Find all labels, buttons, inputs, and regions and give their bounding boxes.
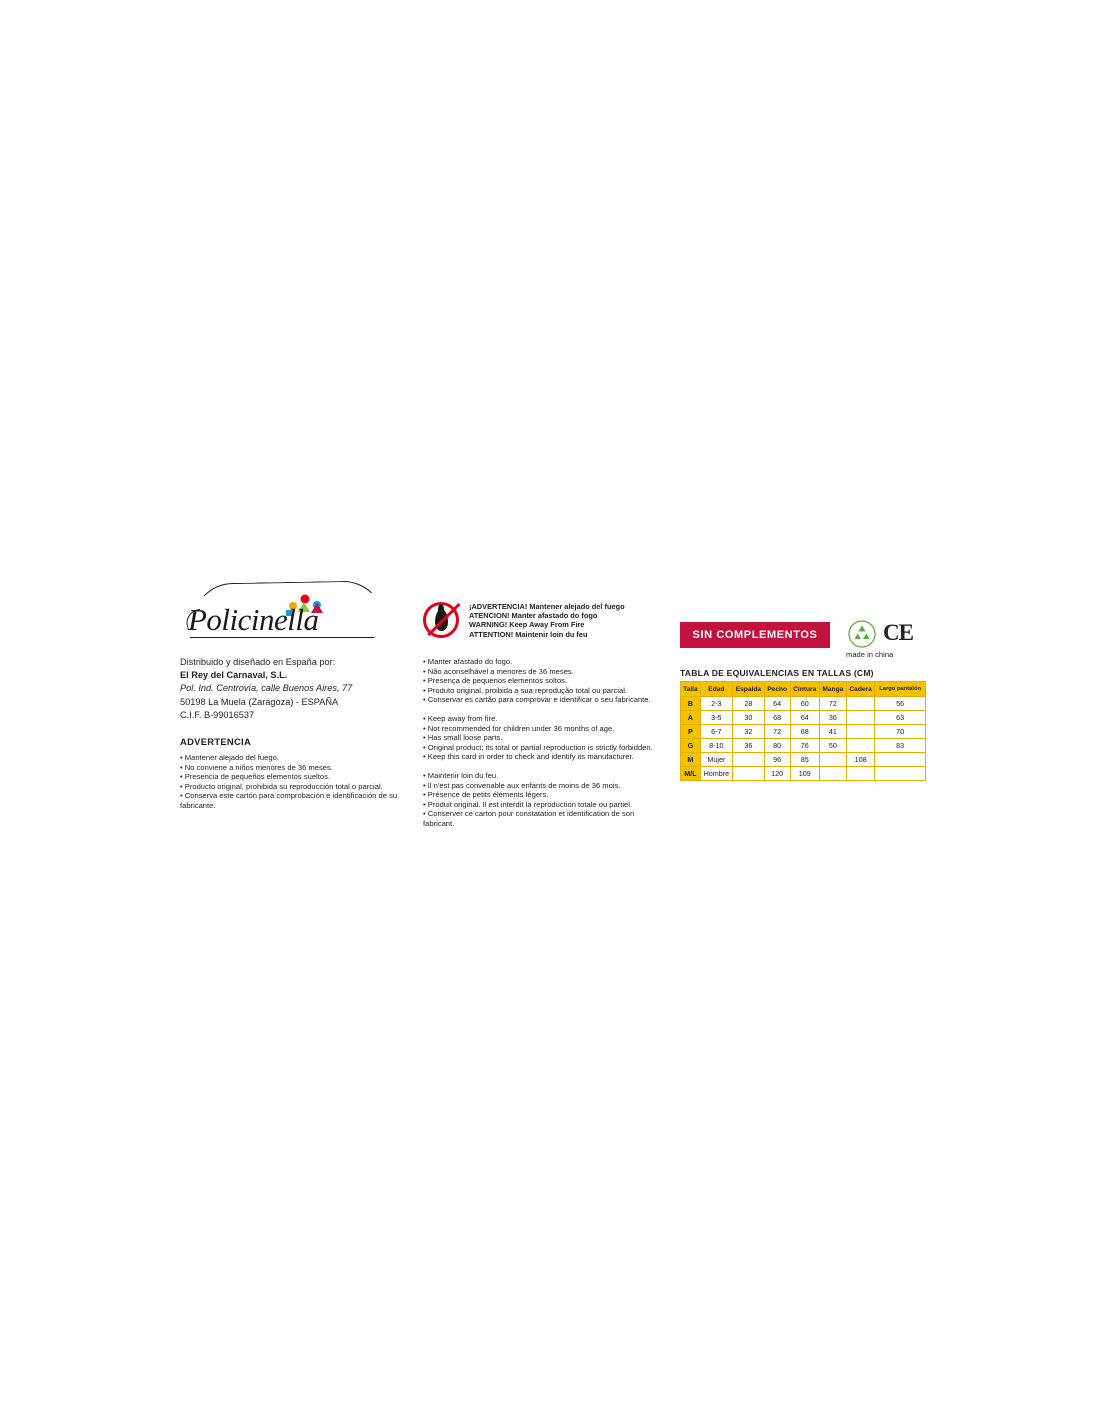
col-talla: Talla [681,682,701,697]
brand-column [180,580,420,811]
table-row [681,725,926,739]
cell-largo: 70 [875,725,926,739]
cell-talla: M/L [681,767,701,781]
list-item: • Produit original. Il est interdit la reproduction totale ou partiel. [423,799,633,809]
table-header-row [681,682,926,697]
cell-manga: 72 [819,697,846,711]
list-item: • Conservar es cartão para comprovar e identificar o seu fabricante. [423,695,651,705]
list-item: • Keep away from fire. [423,713,498,723]
cell-espalda: 28 [732,697,764,711]
cell-cadera [846,711,875,725]
list-item: • Has small loose parts. [423,733,503,743]
distributor-cif: C.I.F. B-99016537 [180,709,255,720]
cell-largo [875,767,926,781]
col-pecho: Pecho [764,682,790,697]
cell-espalda [732,753,764,767]
table-row [681,697,926,711]
warning-list-fr [423,771,653,829]
list-item: • Producto original, prohibida su reproducción total o parcial. [180,781,383,791]
warning-headline-es: ¡ADVERTENCIA! Mantener alejado del fuego [469,602,625,611]
cell-pecho: 72 [764,725,790,739]
cell-largo [875,753,926,767]
table-row [681,711,926,725]
cell-talla: M [681,753,701,767]
warning-headline-fr: ATTENTION! Maintenir loin du feu [469,629,588,639]
table-row [681,739,926,753]
cell-largo: 63 [875,711,926,725]
cell-cadera [846,697,875,711]
cell-edad: 2-3 [700,697,732,711]
advertencia-title: ADVERTENCIA [180,736,252,748]
cell-cadera: 108 [846,753,875,767]
status-badge: SIN COMPLEMENTOS [680,622,830,648]
made-in-label: made in china [846,650,894,659]
cell-edad: 8-10 [700,739,732,753]
cell-cintura: 109 [790,767,819,781]
sizes-table-title: TABLA DE EQUIVALENCIAS EN TALLAS (CM) [680,668,874,678]
cell-manga [819,753,846,767]
list-item: • Not recommended for children under 36 months of age. [423,723,615,733]
cell-manga: 41 [819,725,846,739]
distributor-city: 50198 La Muela (Zaragoza) - ESPAÑA [180,696,339,707]
list-item: • Presença de pequenos elementos soltos. [423,676,568,686]
list-item: • Manter afastado do fogo. [423,657,513,666]
col-manga: Manga [819,682,846,697]
cell-edad: 3-5 [700,711,732,725]
distributor-company: El Rey del Carnaval, S.L. [180,670,288,681]
cell-edad: 6-7 [700,725,732,739]
cell-cadera [846,739,875,753]
cell-talla: B [681,697,701,711]
list-item: • Mantener alejado del fuego. [180,753,279,763]
cell-pecho: 68 [764,711,790,725]
list-item: • Presencia de pequeños elementos sueltos. [180,772,330,782]
sizes-column [680,620,950,781]
cell-cintura: 68 [790,725,819,739]
cell-manga: 50 [819,739,846,753]
recycle-icon [848,620,876,648]
cell-edad: Hombre [700,767,732,781]
cell-espalda: 30 [732,711,764,725]
cell-pecho: 96 [764,753,790,767]
cell-largo: 83 [875,739,926,753]
no-fire-icon [423,602,463,642]
list-item: • Maintenir loin du feu. [423,770,499,780]
logo-wordmark: Policinella [188,602,319,637]
col-largo-pantalon: Largo pantalón [875,682,926,697]
table-row [681,767,926,781]
cell-pecho: 80 [764,739,790,753]
cell-pecho: 64 [764,697,790,711]
list-item: • Présence de petits éléments légers. [423,790,549,800]
cell-espalda: 32 [732,725,764,739]
cell-largo: 56 [875,697,926,711]
brand-logo [180,580,390,650]
warning-list-pt [423,657,653,705]
warning-list-en [423,714,653,762]
cell-manga [819,767,846,781]
warning-header [423,602,653,648]
advertencia-list [180,753,420,811]
col-espalda: Espalda [732,682,764,697]
product-care-card [180,580,940,840]
logo-underline [190,637,374,638]
sizes-table [680,681,926,781]
cell-edad: Mujer [700,753,732,767]
warning-headline-pt: ATENCION! Manter afastado do fogo [469,611,598,621]
distributor-block [180,656,420,722]
cell-espalda [732,767,764,781]
list-item: • Conserva este cartón para comprobación e identificación de su fabricante. [180,791,398,810]
warning-column [423,602,653,829]
table-row [681,753,926,767]
cell-pecho: 120 [764,767,790,781]
list-item: • Não aconselhável a menores de 36 meses. [423,666,574,676]
distributor-intro: Distribuido y diseñado en España por: [180,657,336,667]
cell-cintura: 76 [790,739,819,753]
badges-row [680,620,950,666]
list-item: • Original product; its total or partial reproduction is strictly forbidden. [423,742,653,752]
cell-cadera [846,725,875,739]
col-edad: Edad [700,682,732,697]
warning-headline-en: WARNING! Keep Away From Fire [469,620,585,630]
cell-manga: 36 [819,711,846,725]
cell-espalda: 36 [732,739,764,753]
distributor-street: Pol. Ind. Centrovía, calle Buenos Aires, 77 [180,683,353,694]
cell-cintura: 85 [790,753,819,767]
list-item: • Conserver ce carton pour constatation et identification de son fabricant. [423,809,635,828]
col-cadera: Cadera [846,682,875,697]
cell-talla: P [681,725,701,739]
list-item: • Produto original, proibida a sua reprodução total ou parcial. [423,685,628,695]
warning-headlines [469,602,625,639]
list-item: • Keep this card in order to check and identify its manufacturer. [423,752,634,762]
list-item: • No conviene a niños menores de 36 meses. [180,762,333,772]
list-item: • Il n'est pas convenable aux enfants de moins de 36 mois. [423,780,621,790]
cell-cintura: 60 [790,697,819,711]
cell-cadera [846,767,875,781]
cell-cintura: 64 [790,711,819,725]
cell-talla: G [681,739,701,753]
ce-mark: CE [883,620,913,645]
col-cintura: Cintura [790,682,819,697]
cell-talla: A [681,711,701,725]
